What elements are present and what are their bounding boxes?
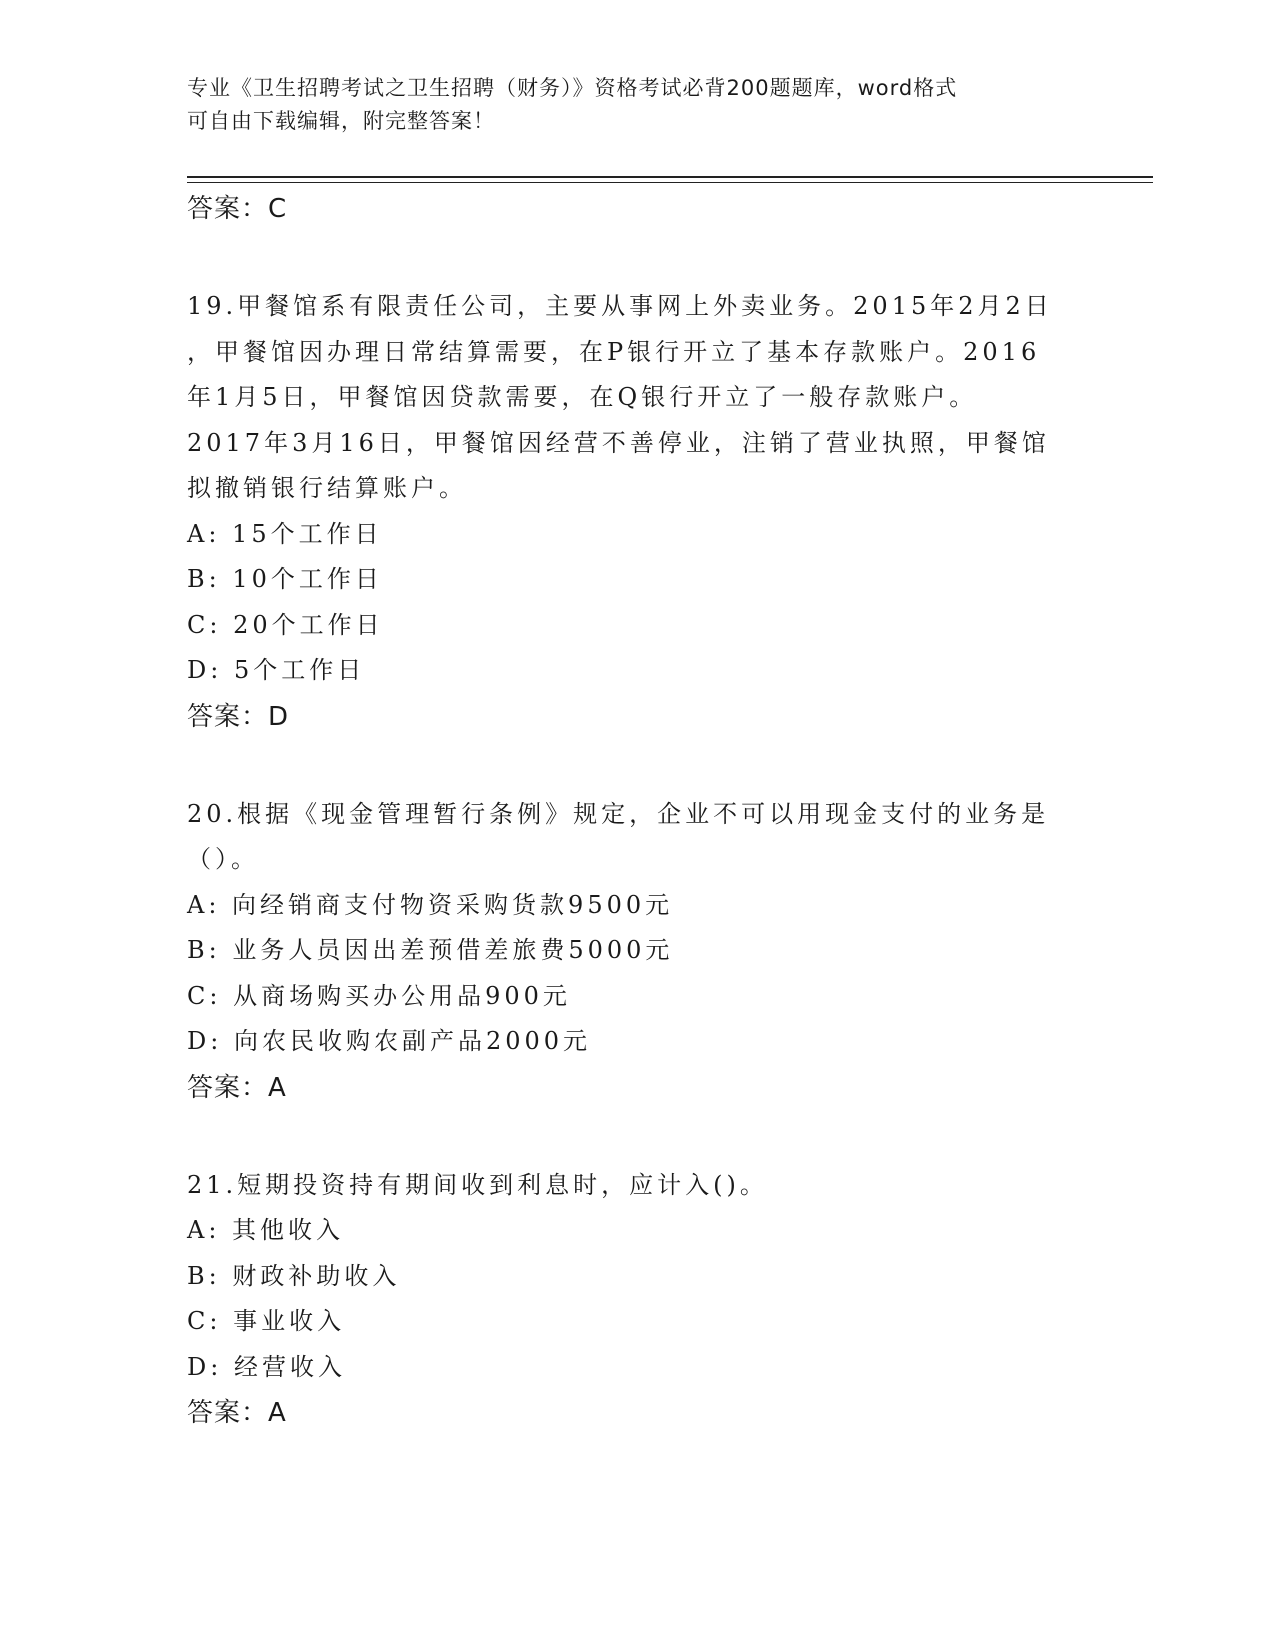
option-c: C: 从商场购买办公用品900元	[187, 981, 571, 1010]
question-line: 2017年3月16日，甲餐馆因经营不善停业，注销了营业执照，甲餐馆	[187, 428, 1050, 457]
question-text	[187, 284, 1087, 512]
option-c: C: 事业收入	[187, 1307, 346, 1335]
header-line-1: 专业《卫生招聘考试之卫生招聘（财务）》资格考试必背200题题库，word格式	[187, 76, 958, 100]
option-d: D: 5个工作日	[187, 656, 366, 684]
option-c: C: 20个工作日	[187, 610, 384, 639]
question-line: （）。	[187, 845, 259, 873]
question-text	[187, 1163, 1087, 1209]
document-header	[187, 72, 1087, 138]
option-d: D: 向农民收购农副产品2000元	[187, 1027, 592, 1055]
option-b: B: 业务人员因出差预借差旅费5000元	[187, 936, 674, 964]
header-line-2: 可自由下载编辑，附完整答案！	[187, 109, 495, 133]
question-line: 21.短期投资持有期间收到利息时，应计入()。	[187, 1170, 768, 1199]
question-line: 19.甲餐馆系有限责任公司，主要从事网上外卖业务。2015年2月2日	[187, 292, 1053, 320]
question-line: 20.根据《现金管理暂行条例》规定，企业不可以用现金支付的业务是	[187, 799, 1050, 828]
question-line: 拟撤销银行结算账户。	[187, 474, 467, 502]
answer-line: 答案：D	[187, 701, 290, 732]
header-divider-thick	[187, 176, 1153, 178]
option-a: A: 向经销商支付物资采购货款9500元	[187, 890, 674, 919]
option-b: B: 10个工作日	[187, 565, 383, 593]
question-line: ，甲餐馆因办理日常结算需要，在P银行开立了基本存款账户。2016	[187, 337, 1041, 366]
answer-line: 答案：A	[187, 1072, 287, 1103]
option-a: A: 其他收入	[187, 1216, 345, 1244]
question-list	[187, 186, 1087, 1436]
question-line: 年1月5日，甲餐馆因贷款需要，在Q银行开立了一般存款账户。	[187, 383, 978, 411]
option-d: D: 经营收入	[187, 1352, 346, 1381]
question-block	[187, 1163, 1087, 1437]
option-a: A: 15个工作日	[187, 519, 383, 548]
question-block	[187, 284, 1087, 740]
option-b: B: 财政补助收入	[187, 1261, 401, 1290]
header-divider-thin	[187, 182, 1153, 183]
answer-line: 答案：A	[187, 1398, 287, 1428]
question-block	[187, 792, 1087, 1111]
previous-answer: 答案：C	[187, 194, 288, 224]
question-text	[187, 792, 1087, 883]
